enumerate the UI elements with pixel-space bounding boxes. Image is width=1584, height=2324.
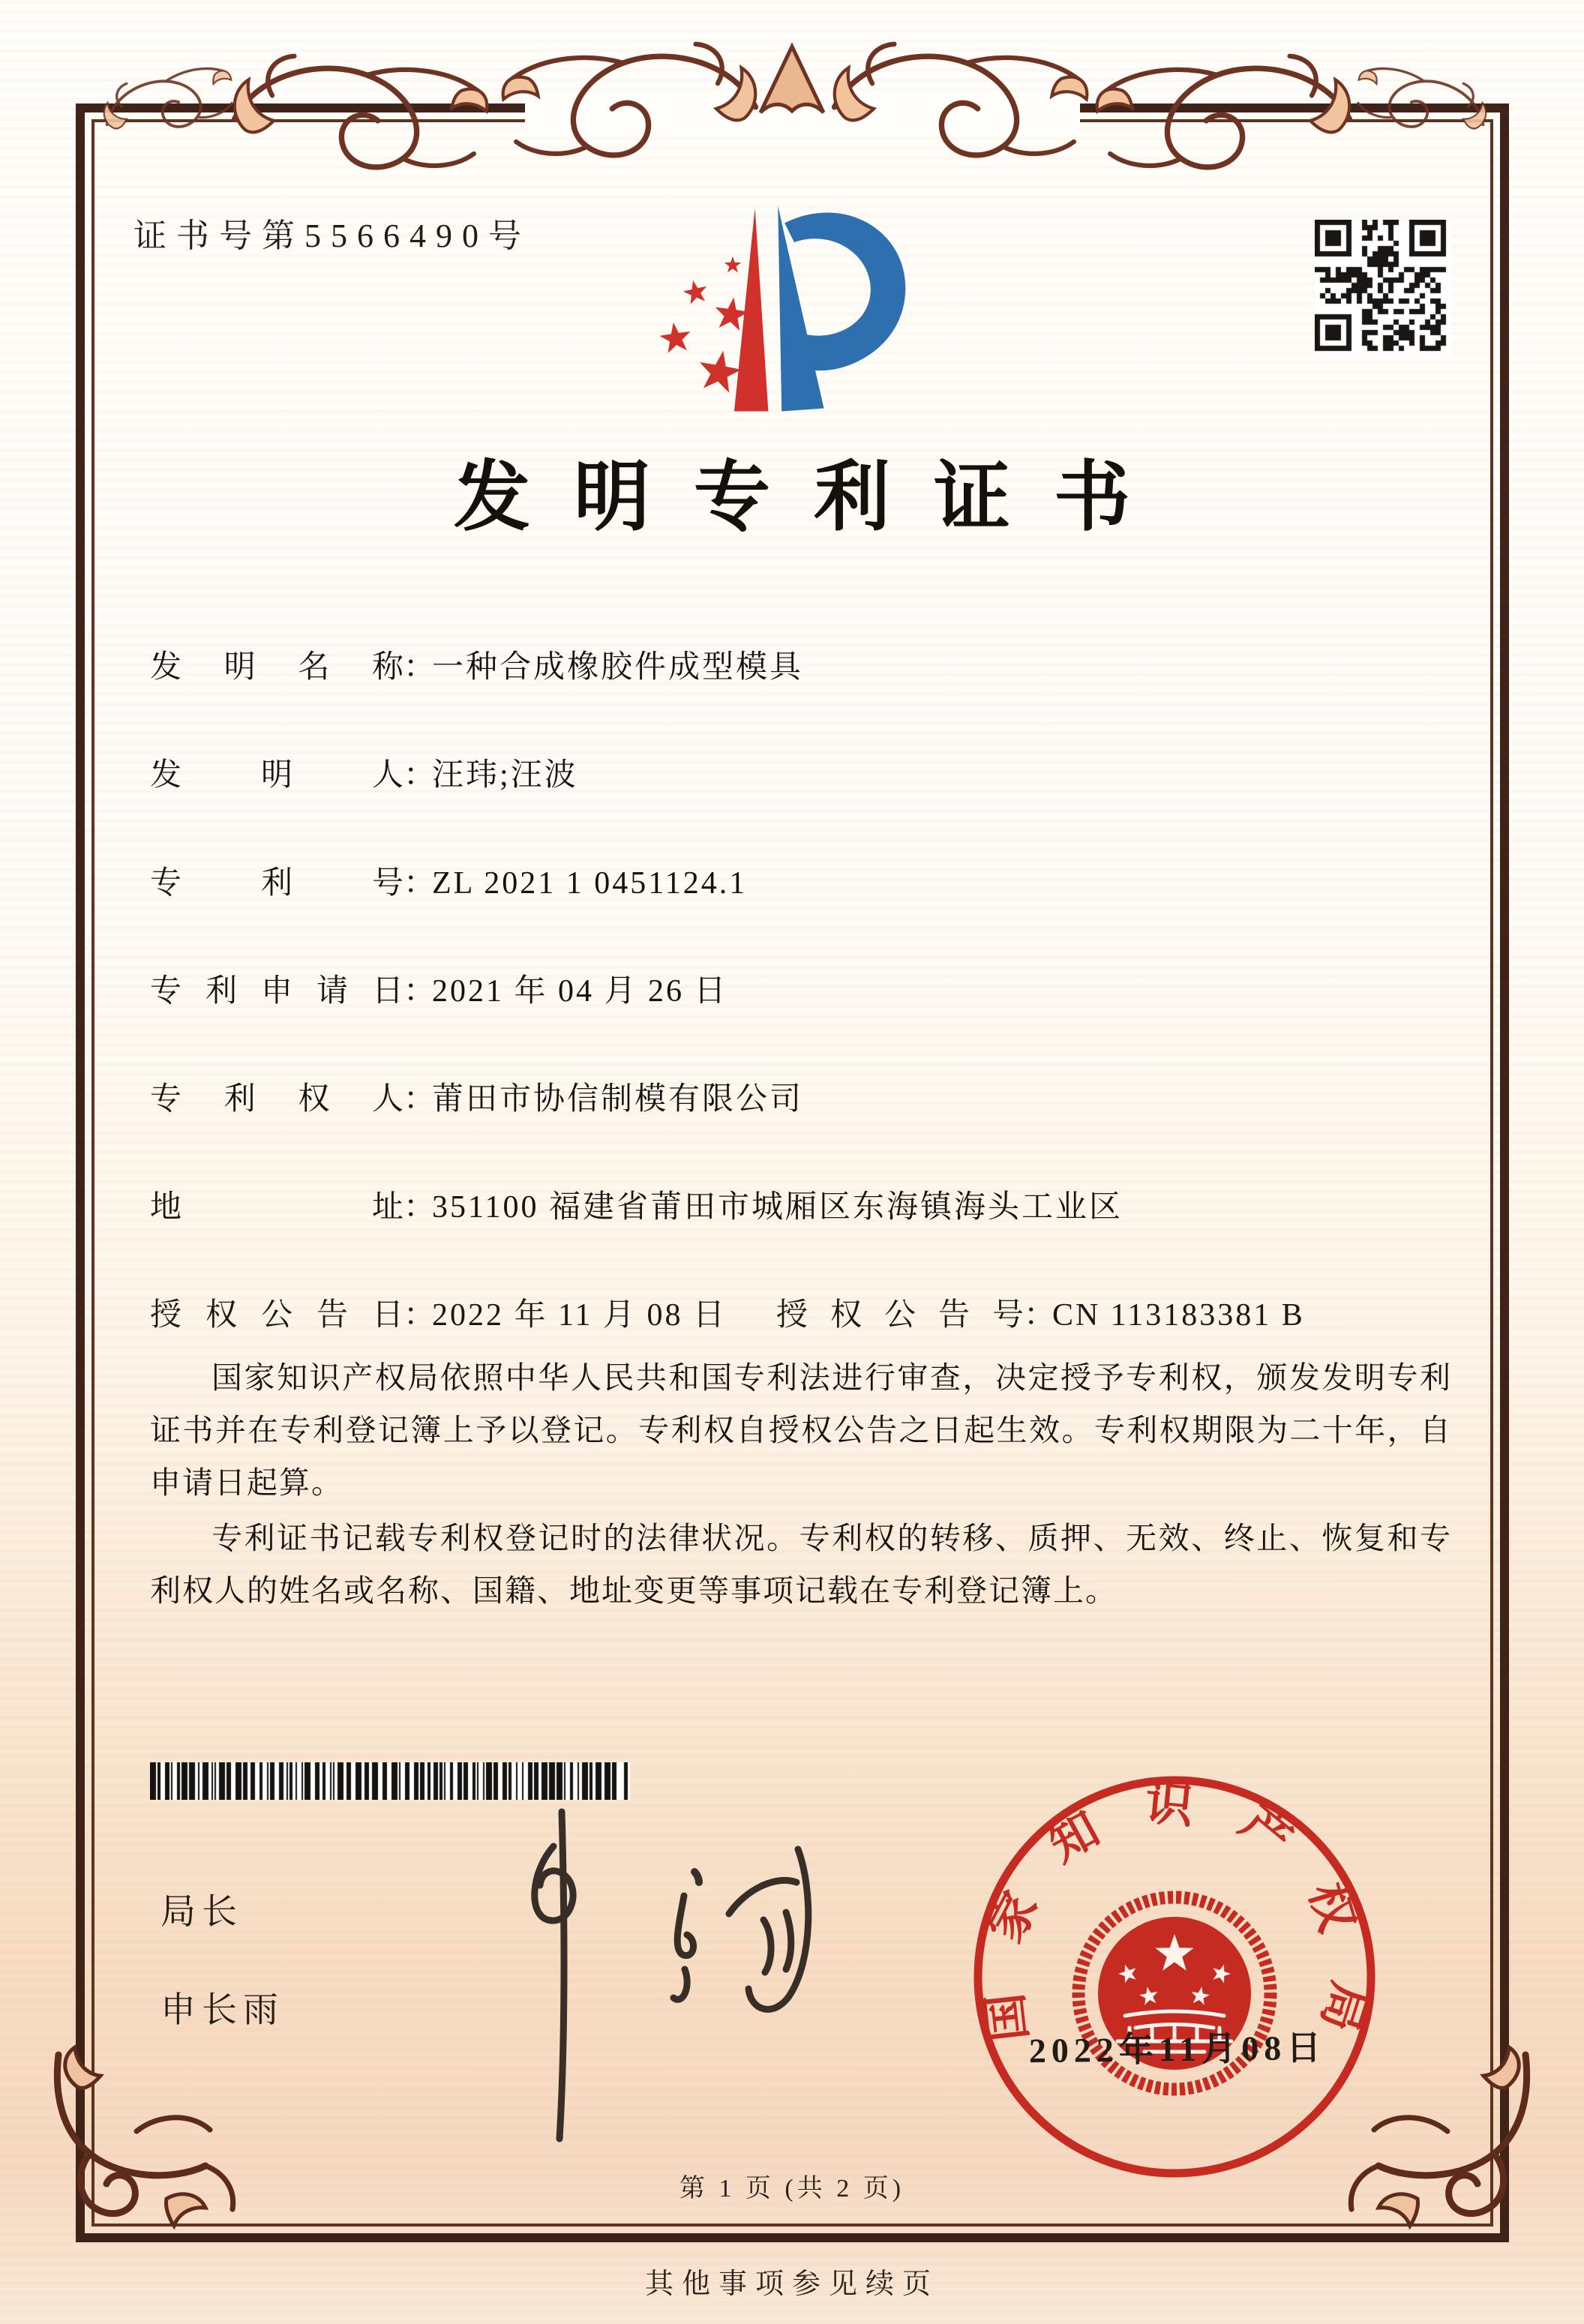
certificate-title: 发明专利证书	[454, 456, 1174, 541]
field-label: 授权公告日	[150, 1298, 404, 1333]
field-row-filing-date	[150, 966, 1470, 1074]
field-value: 汪玮;汪波	[432, 758, 578, 793]
director-name: 申长雨	[160, 1991, 284, 2030]
page-number: 第 1 页 (共 2 页)	[679, 2175, 905, 2203]
field-row-address	[150, 1182, 1470, 1290]
official-seal-icon	[972, 1774, 1377, 2179]
field-value: 莆田市协信制模有限公司	[432, 1082, 804, 1117]
seal-text: 国家知识产权局	[973, 1776, 1377, 2080]
field-row-patentee	[150, 1074, 1470, 1182]
center-crest-icon	[760, 46, 824, 112]
field-row-invention-name	[150, 642, 1470, 750]
certificate-number: 证书号第5566490号	[134, 217, 531, 254]
legal-paragraph-2: 专利证书记载专利权登记时的法律状况。专利权的转移、质押、无效、终止、恢复和专利权人的姓名或名称、国籍、地址变更等事项记载在专利登记簿上。	[150, 1521, 1452, 1608]
legal-paragraph-1: 国家知识产权局依照中华人民共和国专利法进行审查，决定授予专利权，颁发发明专利证书并在专利登记簿上予以登记。专利权自授权公告之日起生效。专利权期限为二十年，自申请日起算。	[150, 1360, 1452, 1500]
field-colon: ：	[404, 650, 436, 685]
legal-body-text	[150, 1351, 1452, 1620]
field-value: 一种合成橡胶件成型模具	[432, 650, 804, 685]
field-label: 专利权人	[150, 1082, 404, 1117]
field-value: 2022 年 11 月 08 日	[432, 1298, 727, 1333]
field-colon: ：	[404, 758, 436, 793]
field-colon: ：	[404, 1190, 436, 1225]
barcode	[150, 1762, 630, 1800]
field-value: 2021 年 04 月 26 日	[432, 974, 728, 1009]
footer-note: 其他事项参见续页	[644, 2269, 939, 2300]
field-label: 发明名称	[150, 650, 404, 685]
field-colon: ：	[1023, 1298, 1055, 1333]
director-block	[160, 1884, 284, 2032]
field-label: 专利申请日	[150, 974, 404, 1009]
field-row-inventors	[150, 750, 1470, 858]
field-colon: ：	[404, 1298, 436, 1333]
qr-code	[1315, 220, 1451, 356]
field-value: CN 113183381 B	[1052, 1298, 1305, 1333]
field-label: 地址	[150, 1190, 404, 1225]
field-label: 授权公告号	[776, 1298, 1024, 1333]
field-colon: ：	[404, 974, 436, 1009]
field-colon: ：	[404, 866, 436, 901]
field-value: ZL 2021 1 0451124.1	[432, 866, 748, 901]
field-label: 专利号	[150, 866, 404, 901]
handwritten-signature-icon	[458, 1800, 892, 2160]
field-label: 发明人	[150, 758, 404, 793]
cnipa-logo-icon	[642, 187, 945, 439]
seal-date: 2022年11月08日	[1028, 2028, 1327, 2071]
field-list	[150, 642, 1470, 1398]
field-value: 351100 福建省莆田市城厢区东海镇海头工业区	[432, 1190, 1123, 1225]
director-label: 局长	[160, 1893, 243, 1932]
field-colon: ：	[404, 1082, 436, 1117]
field-row-patent-number	[150, 858, 1470, 966]
